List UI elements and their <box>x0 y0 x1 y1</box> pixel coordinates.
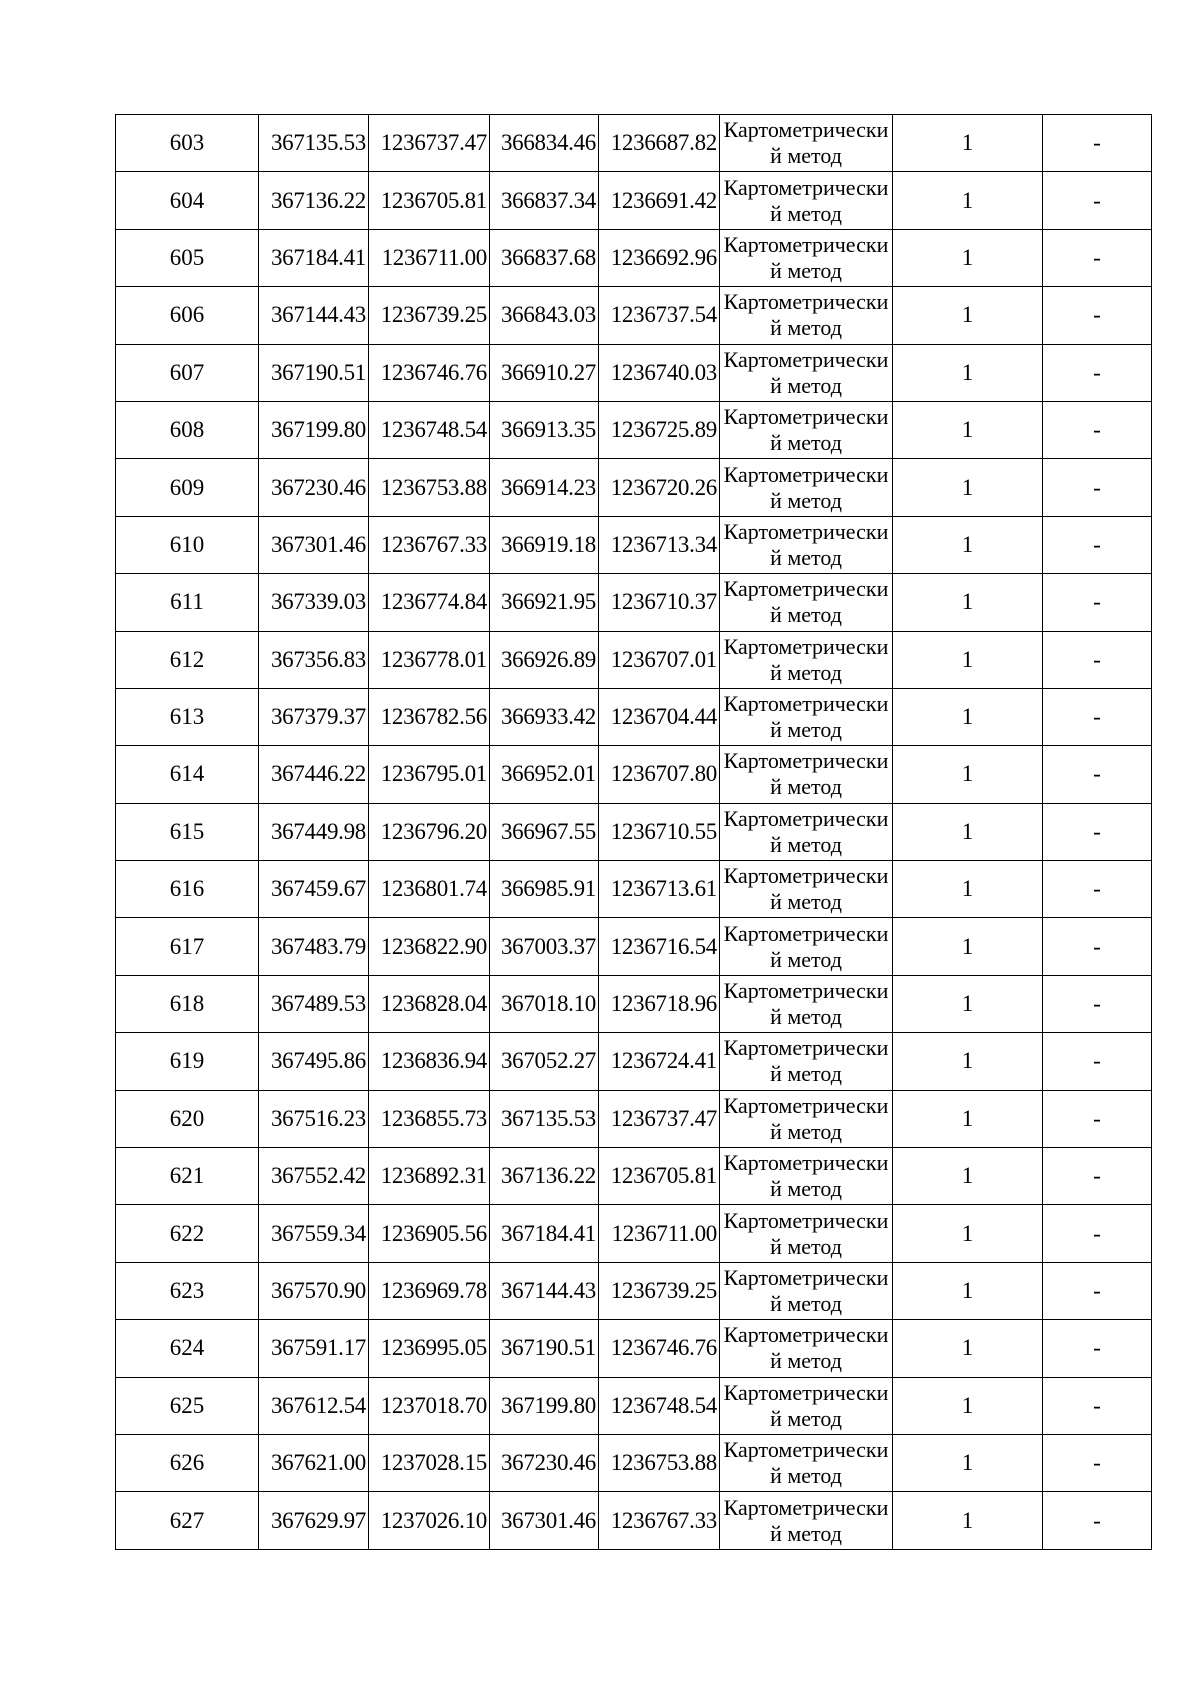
y-coordinate-2-cell: 1236767.33 <box>599 1492 720 1549</box>
x-coordinate-cell: 367356.83 <box>259 631 369 688</box>
method-cell: Картометрический метод <box>720 516 893 573</box>
x-coordinate-cell: 367629.97 <box>259 1492 369 1549</box>
point-number-cell: 610 <box>116 516 259 573</box>
y-coordinate-2-cell: 1236692.96 <box>599 229 720 286</box>
point-number-cell: 619 <box>116 1033 259 1090</box>
point-number-cell: 615 <box>116 803 259 860</box>
table-row <box>116 1377 1152 1434</box>
y-coordinate-cell: 1236995.05 <box>369 1320 490 1377</box>
accuracy-cell: 1 <box>893 344 1043 401</box>
y-coordinate-cell: 1236782.56 <box>369 688 490 745</box>
x-coordinate-cell: 367570.90 <box>259 1262 369 1319</box>
method-cell: Картометрический метод <box>720 344 893 401</box>
point-number-cell: 625 <box>116 1377 259 1434</box>
y-coordinate-2-cell: 1236691.42 <box>599 172 720 229</box>
method-cell: Картометрический метод <box>720 688 893 745</box>
y-coordinate-cell: 1237018.70 <box>369 1377 490 1434</box>
y-coordinate-2-cell: 1236746.76 <box>599 1320 720 1377</box>
note-cell: - <box>1043 688 1152 745</box>
y-coordinate-2-cell: 1236710.37 <box>599 574 720 631</box>
y-coordinate-cell: 1237026.10 <box>369 1492 490 1549</box>
method-cell: Картометрический метод <box>720 1262 893 1319</box>
method-cell: Картометрический метод <box>720 975 893 1032</box>
point-number-cell: 626 <box>116 1434 259 1491</box>
table-row <box>116 746 1152 803</box>
table-row <box>116 1090 1152 1147</box>
note-cell: - <box>1043 229 1152 286</box>
y-coordinate-2-cell: 1236737.54 <box>599 287 720 344</box>
accuracy-cell: 1 <box>893 631 1043 688</box>
method-cell: Картометрический метод <box>720 803 893 860</box>
x-coordinate-cell: 367199.80 <box>259 401 369 458</box>
table-row <box>116 1434 1152 1491</box>
note-cell: - <box>1043 1090 1152 1147</box>
x-coordinate-cell: 367184.41 <box>259 229 369 286</box>
accuracy-cell: 1 <box>893 172 1043 229</box>
method-cell: Картометрический метод <box>720 746 893 803</box>
y-coordinate-2-cell: 1236707.80 <box>599 746 720 803</box>
x-coordinate-cell: 367559.34 <box>259 1205 369 1262</box>
table-row <box>116 861 1152 918</box>
x-coordinate-2-cell: 366985.91 <box>490 861 599 918</box>
accuracy-cell: 1 <box>893 803 1043 860</box>
x-coordinate-cell: 367230.46 <box>259 459 369 516</box>
table-row <box>116 574 1152 631</box>
method-cell: Картометрический метод <box>720 574 893 631</box>
note-cell: - <box>1043 631 1152 688</box>
accuracy-cell: 1 <box>893 1434 1043 1491</box>
y-coordinate-cell: 1236828.04 <box>369 975 490 1032</box>
y-coordinate-2-cell: 1236739.25 <box>599 1262 720 1319</box>
x-coordinate-2-cell: 367052.27 <box>490 1033 599 1090</box>
y-coordinate-cell: 1236855.73 <box>369 1090 490 1147</box>
x-coordinate-2-cell: 367018.10 <box>490 975 599 1032</box>
note-cell: - <box>1043 401 1152 458</box>
point-number-cell: 622 <box>116 1205 259 1262</box>
y-coordinate-2-cell: 1236711.00 <box>599 1205 720 1262</box>
accuracy-cell: 1 <box>893 1033 1043 1090</box>
x-coordinate-cell: 367144.43 <box>259 287 369 344</box>
y-coordinate-2-cell: 1236713.34 <box>599 516 720 573</box>
x-coordinate-2-cell: 367230.46 <box>490 1434 599 1491</box>
method-cell: Картометрический метод <box>720 1090 893 1147</box>
x-coordinate-cell: 367339.03 <box>259 574 369 631</box>
x-coordinate-cell: 367483.79 <box>259 918 369 975</box>
accuracy-cell: 1 <box>893 229 1043 286</box>
method-cell: Картометрический метод <box>720 172 893 229</box>
method-cell: Картометрический метод <box>720 115 893 172</box>
method-cell: Картометрический метод <box>720 287 893 344</box>
accuracy-cell: 1 <box>893 918 1043 975</box>
y-coordinate-2-cell: 1236707.01 <box>599 631 720 688</box>
point-number-cell: 623 <box>116 1262 259 1319</box>
x-coordinate-2-cell: 367136.22 <box>490 1148 599 1205</box>
y-coordinate-cell: 1237028.15 <box>369 1434 490 1491</box>
note-cell: - <box>1043 1492 1152 1549</box>
point-number-cell: 612 <box>116 631 259 688</box>
x-coordinate-cell: 367379.37 <box>259 688 369 745</box>
x-coordinate-cell: 367495.86 <box>259 1033 369 1090</box>
note-cell: - <box>1043 1033 1152 1090</box>
table-row <box>116 1262 1152 1319</box>
accuracy-cell: 1 <box>893 1090 1043 1147</box>
note-cell: - <box>1043 1377 1152 1434</box>
table-row <box>116 287 1152 344</box>
coordinates-table <box>115 114 1152 1550</box>
y-coordinate-cell: 1236801.74 <box>369 861 490 918</box>
point-number-cell: 620 <box>116 1090 259 1147</box>
y-coordinate-2-cell: 1236718.96 <box>599 975 720 1032</box>
table-row <box>116 229 1152 286</box>
y-coordinate-cell: 1236822.90 <box>369 918 490 975</box>
y-coordinate-cell: 1236753.88 <box>369 459 490 516</box>
y-coordinate-2-cell: 1236705.81 <box>599 1148 720 1205</box>
point-number-cell: 627 <box>116 1492 259 1549</box>
note-cell: - <box>1043 1434 1152 1491</box>
y-coordinate-2-cell: 1236737.47 <box>599 1090 720 1147</box>
x-coordinate-cell: 367446.22 <box>259 746 369 803</box>
x-coordinate-2-cell: 367184.41 <box>490 1205 599 1262</box>
x-coordinate-cell: 367136.22 <box>259 172 369 229</box>
y-coordinate-cell: 1236705.81 <box>369 172 490 229</box>
note-cell: - <box>1043 574 1152 631</box>
accuracy-cell: 1 <box>893 861 1043 918</box>
y-coordinate-cell: 1236748.54 <box>369 401 490 458</box>
x-coordinate-cell: 367489.53 <box>259 975 369 1032</box>
x-coordinate-2-cell: 366967.55 <box>490 803 599 860</box>
y-coordinate-2-cell: 1236716.54 <box>599 918 720 975</box>
note-cell: - <box>1043 975 1152 1032</box>
note-cell: - <box>1043 172 1152 229</box>
y-coordinate-cell: 1236836.94 <box>369 1033 490 1090</box>
x-coordinate-2-cell: 367135.53 <box>490 1090 599 1147</box>
y-coordinate-2-cell: 1236720.26 <box>599 459 720 516</box>
note-cell: - <box>1043 1320 1152 1377</box>
table-row <box>116 1205 1152 1262</box>
table-row <box>116 516 1152 573</box>
x-coordinate-2-cell: 367144.43 <box>490 1262 599 1319</box>
x-coordinate-cell: 367135.53 <box>259 115 369 172</box>
method-cell: Картометрический метод <box>720 1320 893 1377</box>
note-cell: - <box>1043 861 1152 918</box>
method-cell: Картометрический метод <box>720 1377 893 1434</box>
y-coordinate-2-cell: 1236704.44 <box>599 688 720 745</box>
note-cell: - <box>1043 115 1152 172</box>
x-coordinate-cell: 367612.54 <box>259 1377 369 1434</box>
y-coordinate-cell: 1236969.78 <box>369 1262 490 1319</box>
x-coordinate-2-cell: 366921.95 <box>490 574 599 631</box>
point-number-cell: 603 <box>116 115 259 172</box>
table-row <box>116 344 1152 401</box>
note-cell: - <box>1043 459 1152 516</box>
y-coordinate-cell: 1236711.00 <box>369 229 490 286</box>
y-coordinate-cell: 1236739.25 <box>369 287 490 344</box>
x-coordinate-cell: 367516.23 <box>259 1090 369 1147</box>
y-coordinate-cell: 1236737.47 <box>369 115 490 172</box>
accuracy-cell: 1 <box>893 1377 1043 1434</box>
point-number-cell: 614 <box>116 746 259 803</box>
method-cell: Картометрический метод <box>720 631 893 688</box>
y-coordinate-cell: 1236778.01 <box>369 631 490 688</box>
table-row <box>116 918 1152 975</box>
x-coordinate-2-cell: 366834.46 <box>490 115 599 172</box>
y-coordinate-2-cell: 1236740.03 <box>599 344 720 401</box>
x-coordinate-cell: 367552.42 <box>259 1148 369 1205</box>
y-coordinate-cell: 1236795.01 <box>369 746 490 803</box>
point-number-cell: 624 <box>116 1320 259 1377</box>
point-number-cell: 606 <box>116 287 259 344</box>
method-cell: Картометрический метод <box>720 401 893 458</box>
table-row <box>116 803 1152 860</box>
point-number-cell: 605 <box>116 229 259 286</box>
point-number-cell: 613 <box>116 688 259 745</box>
y-coordinate-cell: 1236746.76 <box>369 344 490 401</box>
method-cell: Картометрический метод <box>720 1148 893 1205</box>
table-row <box>116 975 1152 1032</box>
accuracy-cell: 1 <box>893 1492 1043 1549</box>
x-coordinate-2-cell: 366926.89 <box>490 631 599 688</box>
table-row <box>116 1033 1152 1090</box>
table-row <box>116 401 1152 458</box>
x-coordinate-2-cell: 367003.37 <box>490 918 599 975</box>
note-cell: - <box>1043 1262 1152 1319</box>
y-coordinate-2-cell: 1236713.61 <box>599 861 720 918</box>
point-number-cell: 604 <box>116 172 259 229</box>
method-cell: Картометрический метод <box>720 1033 893 1090</box>
point-number-cell: 618 <box>116 975 259 1032</box>
point-number-cell: 608 <box>116 401 259 458</box>
accuracy-cell: 1 <box>893 688 1043 745</box>
y-coordinate-2-cell: 1236687.82 <box>599 115 720 172</box>
x-coordinate-2-cell: 366914.23 <box>490 459 599 516</box>
accuracy-cell: 1 <box>893 1148 1043 1205</box>
method-cell: Картометрический метод <box>720 861 893 918</box>
y-coordinate-cell: 1236892.31 <box>369 1148 490 1205</box>
table-row <box>116 631 1152 688</box>
x-coordinate-2-cell: 366933.42 <box>490 688 599 745</box>
note-cell: - <box>1043 287 1152 344</box>
y-coordinate-cell: 1236796.20 <box>369 803 490 860</box>
accuracy-cell: 1 <box>893 401 1043 458</box>
accuracy-cell: 1 <box>893 459 1043 516</box>
x-coordinate-cell: 367591.17 <box>259 1320 369 1377</box>
note-cell: - <box>1043 803 1152 860</box>
point-number-cell: 617 <box>116 918 259 975</box>
method-cell: Картометрический метод <box>720 229 893 286</box>
accuracy-cell: 1 <box>893 1205 1043 1262</box>
x-coordinate-2-cell: 366837.34 <box>490 172 599 229</box>
accuracy-cell: 1 <box>893 975 1043 1032</box>
x-coordinate-2-cell: 366837.68 <box>490 229 599 286</box>
accuracy-cell: 1 <box>893 1320 1043 1377</box>
method-cell: Картометрический метод <box>720 1434 893 1491</box>
note-cell: - <box>1043 1205 1152 1262</box>
note-cell: - <box>1043 344 1152 401</box>
table-row <box>116 1320 1152 1377</box>
note-cell: - <box>1043 918 1152 975</box>
x-coordinate-cell: 367301.46 <box>259 516 369 573</box>
y-coordinate-cell: 1236905.56 <box>369 1205 490 1262</box>
x-coordinate-2-cell: 367301.46 <box>490 1492 599 1549</box>
x-coordinate-cell: 367190.51 <box>259 344 369 401</box>
x-coordinate-cell: 367621.00 <box>259 1434 369 1491</box>
table-row <box>116 1492 1152 1549</box>
x-coordinate-2-cell: 366843.03 <box>490 287 599 344</box>
accuracy-cell: 1 <box>893 516 1043 573</box>
method-cell: Картометрический метод <box>720 1492 893 1549</box>
x-coordinate-cell: 367459.67 <box>259 861 369 918</box>
point-number-cell: 621 <box>116 1148 259 1205</box>
y-coordinate-cell: 1236774.84 <box>369 574 490 631</box>
x-coordinate-2-cell: 367199.80 <box>490 1377 599 1434</box>
y-coordinate-cell: 1236767.33 <box>369 516 490 573</box>
x-coordinate-2-cell: 366952.01 <box>490 746 599 803</box>
point-number-cell: 607 <box>116 344 259 401</box>
x-coordinate-2-cell: 366919.18 <box>490 516 599 573</box>
method-cell: Картометрический метод <box>720 1205 893 1262</box>
x-coordinate-2-cell: 367190.51 <box>490 1320 599 1377</box>
method-cell: Картометрический метод <box>720 918 893 975</box>
note-cell: - <box>1043 1148 1152 1205</box>
accuracy-cell: 1 <box>893 746 1043 803</box>
point-number-cell: 611 <box>116 574 259 631</box>
accuracy-cell: 1 <box>893 287 1043 344</box>
point-number-cell: 609 <box>116 459 259 516</box>
y-coordinate-2-cell: 1236725.89 <box>599 401 720 458</box>
point-number-cell: 616 <box>116 861 259 918</box>
table-row <box>116 459 1152 516</box>
y-coordinate-2-cell: 1236724.41 <box>599 1033 720 1090</box>
note-cell: - <box>1043 516 1152 573</box>
table-row <box>116 115 1152 172</box>
accuracy-cell: 1 <box>893 1262 1043 1319</box>
table-row <box>116 688 1152 745</box>
y-coordinate-2-cell: 1236753.88 <box>599 1434 720 1491</box>
y-coordinate-2-cell: 1236710.55 <box>599 803 720 860</box>
table-body <box>116 115 1152 1550</box>
x-coordinate-2-cell: 366910.27 <box>490 344 599 401</box>
note-cell: - <box>1043 746 1152 803</box>
table-row <box>116 1148 1152 1205</box>
method-cell: Картометрический метод <box>720 459 893 516</box>
accuracy-cell: 1 <box>893 115 1043 172</box>
x-coordinate-cell: 367449.98 <box>259 803 369 860</box>
accuracy-cell: 1 <box>893 574 1043 631</box>
table-row <box>116 172 1152 229</box>
x-coordinate-2-cell: 366913.35 <box>490 401 599 458</box>
y-coordinate-2-cell: 1236748.54 <box>599 1377 720 1434</box>
